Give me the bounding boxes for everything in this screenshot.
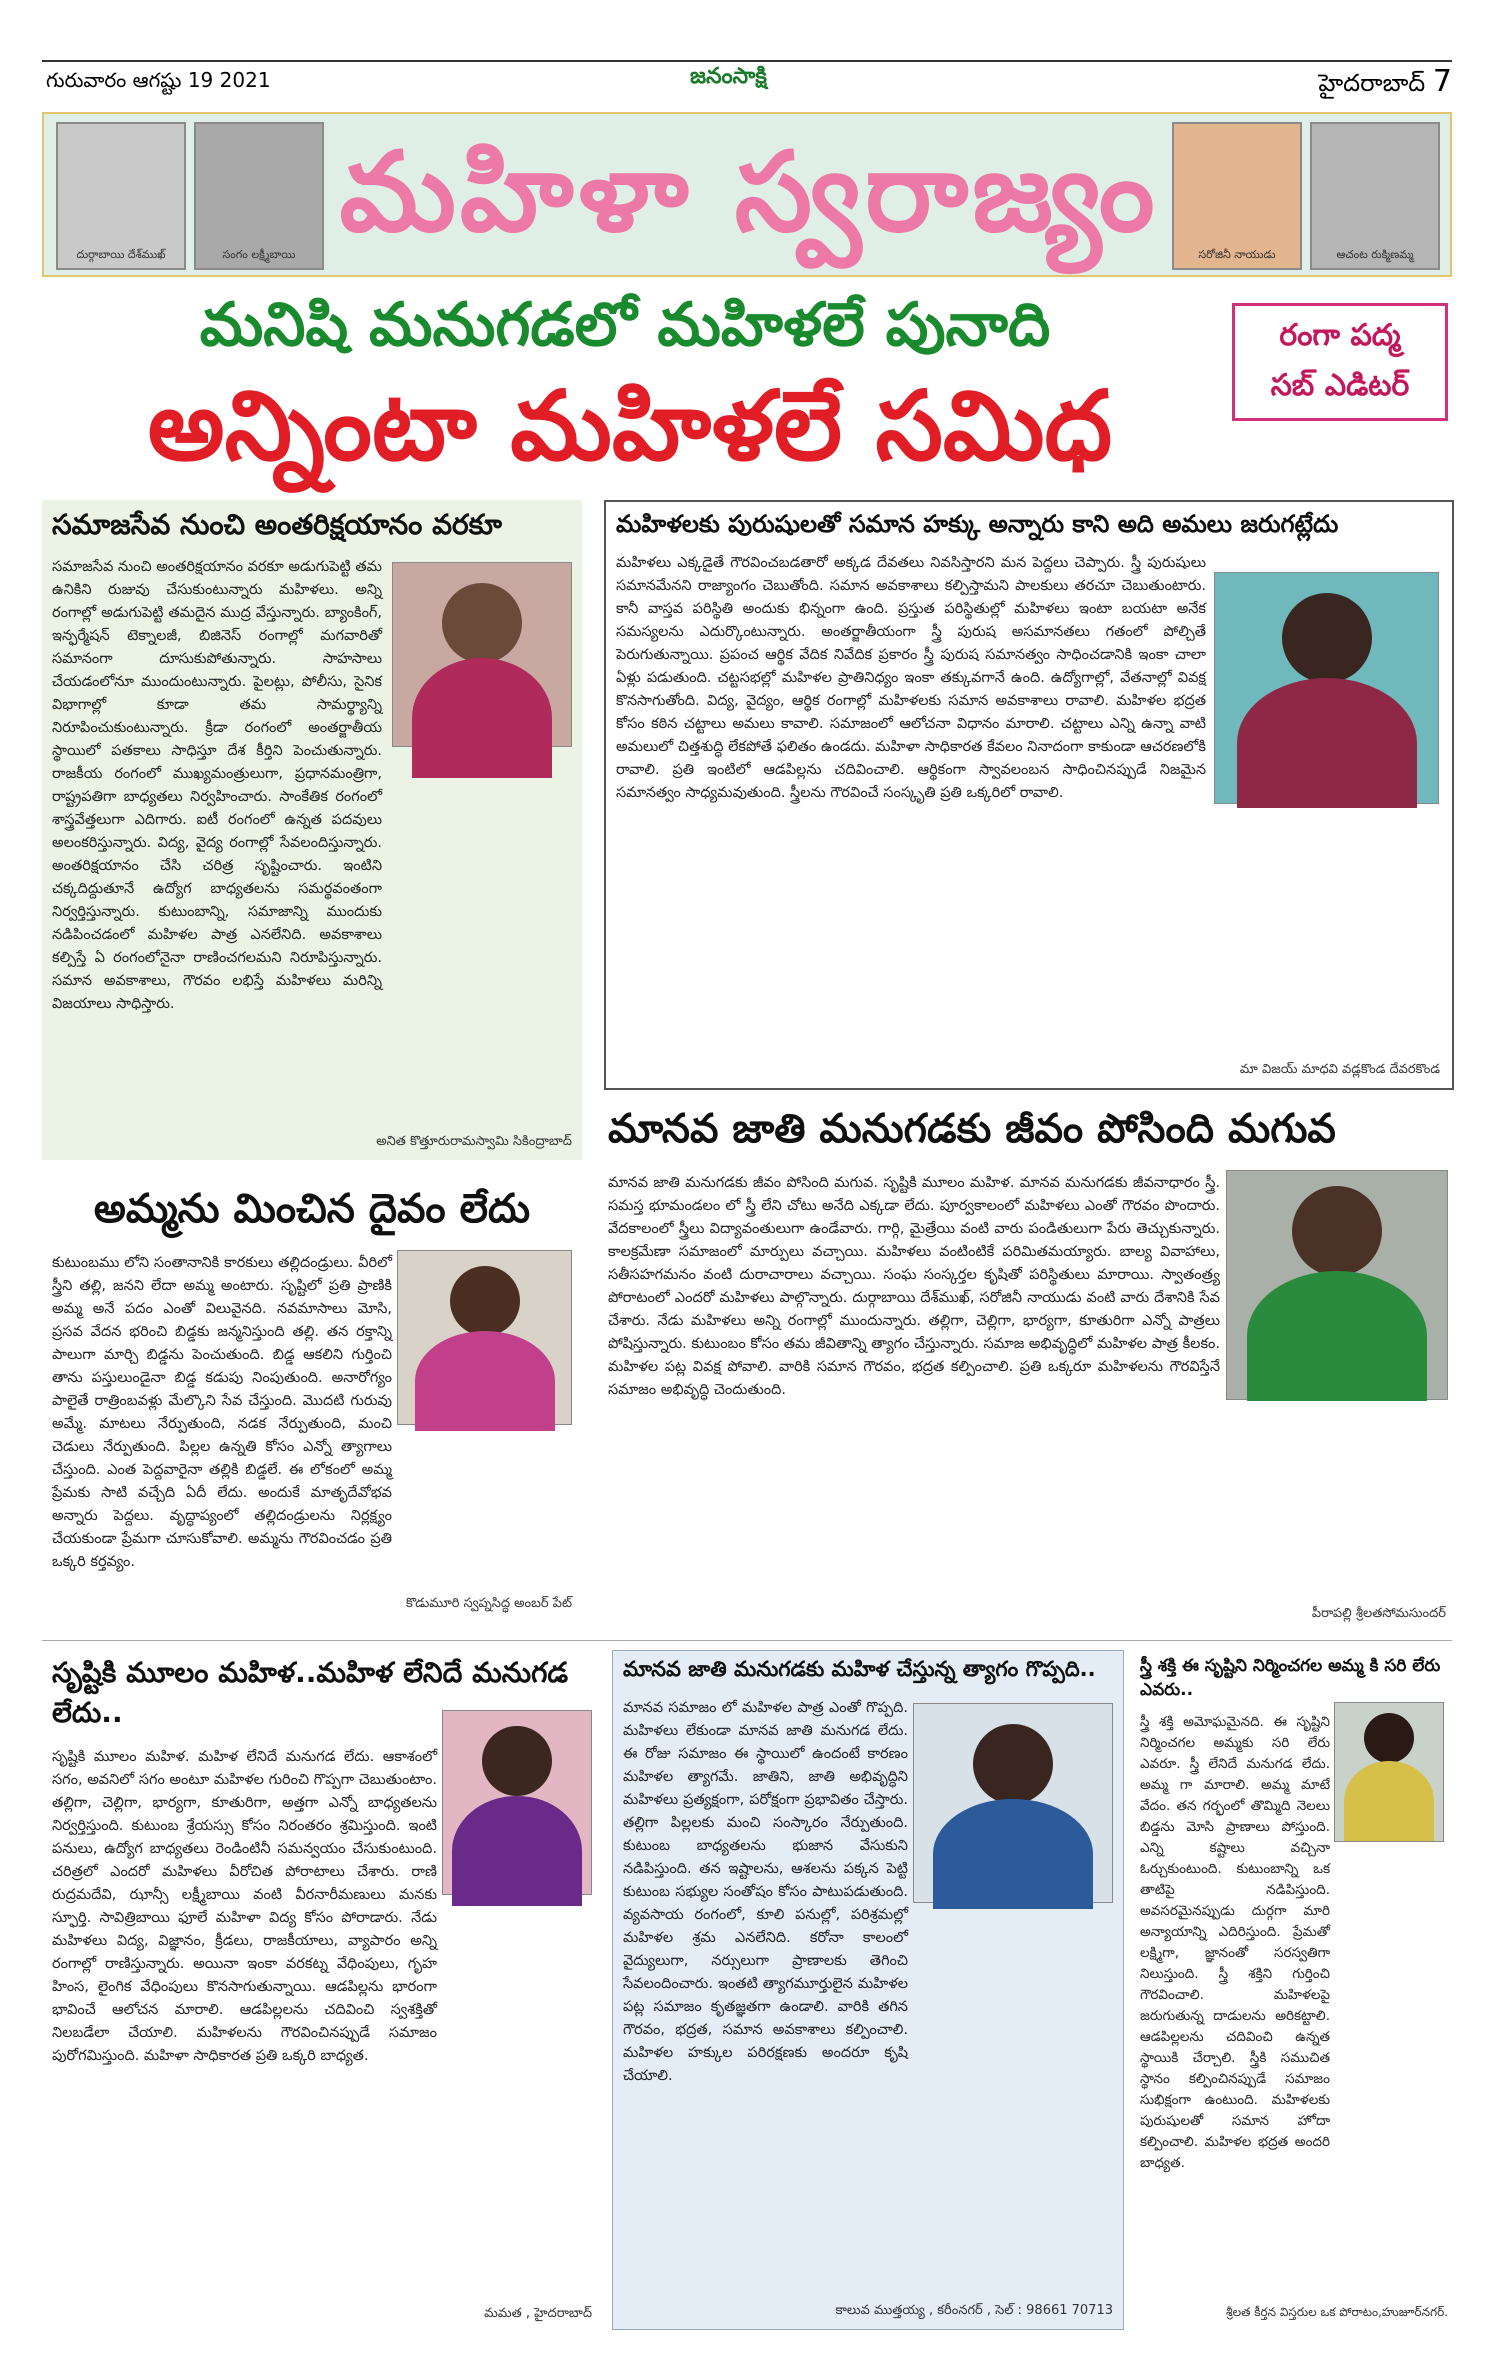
article-body: సమాజసేవ నుంచి అంతరిక్షయానం వరకూ అడుగుపెట్టి తమ ఉనికిని రుజువు చేసుకుంటున్నారు మహిళలు. అన్ని రంగాల్లో అడుగుపెట్టి తమదైన ముద్ర వేస్తున్నారు. బ్యాంకింగ్, ఇన్ఫర్మేషన్ టెక్నాలజీ, బిజినెస్ రంగాల్లో మగవారితో సమానంగా దూసుకుపోతున్నారు. సాహసాలు చేయడంలోనూ ముందుంటున్నారు. పైలట్లు, పోలీసు, సైనిక విభాగాల్లో కూడా తమ సామర్థ్యాన్ని నిరూపించుకుంటున్నారు. క్రీడా రంగంలో అంతర్జాతీయ స్థాయిలో పతకాలు సాధిస్తూ దేశ కీర్తిని పెంచుతున్నారు. రాజకీయ రంగంలో ముఖ్యమంత్రులుగా, ప్రధానమంత్రిగా, రాష్ట్రపతిగా బాధ్యతలు నిర్వహించారు. సాంకేతిక రంగంలో శాస్త్రవేత్తలుగా ఎదిగారు. ఐటీ రంగంలో ఉన్నత పదవులు అలంకరిస్తున్నారు. విద్య, వైద్య రంగాల్లో సేవలందిస్తున్నారు. అంతరిక్షయానం చేసి చరిత్ర సృష్టించారు. ఇంటిని చక్కదిద్దుతూనే ఉద్యోగ బాధ్యతలను సమర్థవంతంగా నిర్వర్తిస్తున్నారు. కుటుంబాన్ని, సమాజాన్ని ముందుకు నడిపించడంలో మహిళల పాత్ర ఎనలేనిది. అవకాశాలు కల్పిస్తే ఏ రంగంలోనైనా రాణించగలమని నిరూపిస్తున్నారు. సమాన అవకాశాలు, గౌరవం లభిస్తే మహిళలు మరిన్ని విజయాలు సాధిస్తారు. (52, 559, 382, 1012)
article-body: మానవ జాతి మనుగడకు జీవం పోసింది మగువ. సృష్టికి మూలం మహిళ. మానవ మనుగడకు జీవనాధారం స్త్రీ. సమస్త భూమండలం లో స్త్రీ లేని చోటు అనేది ఎక్కడా లేదు. పూర్వకాలంలో మహిళలు ఎంతో గౌరవం పొందారు. వేదకాలంలో స్త్రీలు విద్యావంతులుగా ఉండేవారు. గార్గి, మైత్రేయి వంటి వారు పండితులుగా పేరు తెచ్చుకున్నారు. కాలక్రమేణా సమాజంలో మార్పులు వచ్చాయి. మహిళలు వంటింటికే పరిమితమయ్యారు. బాల్య వివాహాలు, సతీసహగమనం వంటి దురాచారాలు వచ్చాయి. సంఘ సంస్కర్తల కృషితో పరిస్థితులు మారాయి. స్వాతంత్ర్య పోరాటంలో ఎందరో మహిళలు పాల్గొన్నారు. దుర్గాబాయి దేశ్‌ముఖ్, సరోజినీ నాయుడు వంటి వారు దేశానికి సేవ చేశారు. నేడు మహిళలు అన్ని రంగాల్లో ముందున్నారు. తల్లిగా, చెల్లిగా, భార్యగా, కూతురిగా ఎన్నో పాత్రలు పోషిస్తున్నారు. కుటుంబం కోసం తమ జీవితాన్ని త్యాగం చేస్తున్నారు. సమాజ అభివృద్ధిలో మహిళల పాత్ర కీలకం. మహిళల పట్ల వివక్ష పోవాలి. వారికి సమాన గౌరవం, భద్రత కల్పించాలి. ప్రతి ఒక్కరూ మహిళలను గౌరవిస్తేనే సమాజం అభివృద్ధి చెందుతుంది. (608, 1175, 1220, 1398)
article-social-service (42, 500, 582, 1160)
issue-date: గురువారం ఆగష్టు 19 2021 (46, 68, 271, 92)
photo-body-shape (452, 1796, 582, 1906)
article-author: మా విజయ్ మాధవి వడ్లకొండ దేవరకొండ (1239, 1062, 1440, 1077)
author-photo (442, 1710, 592, 1895)
portrait-caption: దుర్గాబాయి దేశ్‌ముఖ్ (76, 248, 166, 261)
article-title: మానవ జాతి మనుగడకు జీవం పోసింది మగువ (608, 1106, 1336, 1152)
photo-head-shape (1282, 593, 1372, 683)
article-body: సృష్టికి మూలం మహిళ. మహిళ లేనిదే మనుగడ లేదు. ఆకాశంలో సగం, అవనిలో సగం అంటూ మహిళల గురించి గొప్పగా చెబుతుంటాం. తల్లిగా, చెల్లిగా, భార్యగా, కూతురిగా, అత్తగా ఎన్నో బాధ్యతలను నిర్వర్తిస్తుంది. కుటుంబ శ్రేయస్సు కోసం నిరంతరం శ్రమిస్తుంది. ఇంటి పనులు, ఉద్యోగ బాధ్యతలు రెండింటినీ సమన్వయం చేసుకుంటుంది. చరిత్రలో ఎందరో మహిళలు వీరోచిత పోరాటాలు చేశారు. రాణి రుద్రమదేవి, ఝాన్సీ లక్ష్మీబాయి వంటి వీరనారీమణులు మనకు స్ఫూర్తి. సావిత్రిబాయి ఫూలే మహిళా విద్య కోసం పోరాడారు. నేడు మహిళలు విద్య, విజ్ఞానం, క్రీడలు, రాజకీయాలు, వ్యాపారం అన్ని రంగాల్లో రాణిస్తున్నారు. అయినా ఇంకా వరకట్న వేధింపులు, గృహ హింస, లైంగిక వేధింపులు కొనసాగుతున్నాయి. ఆడపిల్లను భారంగా భావించే ఆలోచన మారాలి. ఆడపిల్లలను చదివించి స్వశక్తితో నిలబడేలా చేయాలి. మహిళలను గౌరవించినప్పుడే సమాజం పురోగమిస్తుంది. మహిళా సాధికారత ప్రతి ఒక్కరి బాధ్యత. (52, 1749, 437, 2064)
byline-name: రంగా పద్మ (1279, 318, 1401, 353)
page-location (1318, 64, 1452, 103)
photo-head-shape (482, 1726, 552, 1796)
article-author: మమత , హైదరాబాద్ (484, 2306, 592, 2321)
photo-body-shape (415, 1331, 555, 1431)
page-number: 7 (1432, 64, 1452, 99)
portrait-2 (194, 122, 324, 270)
newspaper-name: జనంసాక్షి (690, 64, 767, 89)
article-human-survival (604, 1100, 1454, 1630)
photo-head-shape (450, 1266, 520, 1336)
section-divider (42, 1640, 1452, 1641)
photo-body-shape (1344, 1761, 1434, 1841)
article-body: మహిళలు ఎక్కడైతే గౌరవించబడతారో అక్కడ దేవతలు నివసిస్తారని మన పెద్దలు చెప్పారు. స్త్రీ పురుషులు సమానమేనని రాజ్యాంగం చెబుతోంది. సమాన అవకాశాలు కల్పిస్తామని పాలకులు తరచూ చెబుతుంటారు. కానీ వాస్తవ పరిస్థితి అందుకు భిన్నంగా ఉంది. ప్రస్తుత పరిస్థితుల్లో మహిళలు ఇంటా బయటా అనేక సమస్యలను ఎదుర్కొంటున్నారు. అంతర్జాతీయంగా స్త్రీ పురుష అసమానతలు గతంలో పోల్చితే పెరుగుతున్నాయి. ప్రపంచ ఆర్థిక వేదిక నివేదిక ప్రకారం స్త్రీ పురుష సమానత్వం సాధించడానికి ఇంకా చాలా ఏళ్లు పడుతుంది. చట్టసభల్లో మహిళల ప్రాతినిధ్యం ఇంకా తక్కువగానే ఉంది. ఉద్యోగాల్లో, వేతనాల్లో వివక్ష కొనసాగుతోంది. విద్య, వైద్యం, ఆర్థిక రంగాల్లో మహిళలకు సమాన అవకాశాలు రావాలి. మహిళల భద్రత కోసం కఠిన చట్టాలు అమలు కావాలి. సమాజంలో ఆలోచనా విధానం మారాలి. చట్టాలు ఎన్ని ఉన్నా వాటి అమలులో చిత్తశుద్ధి లేకపోతే ఫలితం ఉండదు. మహిళా సాధికారత కేవలం నినాదంగా కాకుండా ఆచరణలోకి రావాలి. ప్రతి ఇంటిలో ఆడపిల్లను చదివించాలి. ఆర్థికంగా స్వావలంబన సాధించినప్పుడే నిజమైన సమానత్వం సాధ్యమవుతుంది. స్త్రీలను గౌరవించే సంస్కృతి ప్రతి ఒక్కరిలో రావాలి. (616, 555, 1206, 801)
article-title: స్త్రీ శక్తి ఈ సృష్టిని నిర్మించగల అమ్మ కి సరి లేరు ఎవరు.. (1140, 1656, 1441, 1700)
article-mother (42, 1180, 582, 1620)
byline-box (1232, 303, 1448, 421)
portrait-1 (56, 122, 186, 270)
photo-body-shape (933, 1799, 1093, 1909)
article-body: కుటుంబము లోని సంతానానికి కారకులు తల్లిదండ్రులు. వీరిలో స్త్రీని తల్లి, జనని లేదా అమ్మ అంటారు. సృష్టిలో ప్రతి ప్రాణికి అమ్మ అనే పదం ఎంతో విలువైనది. నవమాసాలు మోసి, ప్రసవ వేదన భరించి బిడ్డకు జన్మనిస్తుంది తల్లి. తన రక్తాన్ని పాలుగా మార్చి బిడ్డను పెంచుతుంది. బిడ్డ ఆకలిని గుర్తించి తాను పస్తులుండైనా బిడ్డ కడుపు నింపుతుంది. అనారోగ్యం పాలైతే రాత్రింబవళ్లు మేల్కొని సేవ చేస్తుంది. మొదటి గురువు అమ్మే. మాటలు నేర్పుతుంది, నడక నేర్పుతుంది, మంచి చెడులు నేర్పుతుంది. పిల్లల ఉన్నతి కోసం ఎన్నో త్యాగాలు చేస్తుంది. ఎంత పెద్దవారైనా తల్లికి బిడ్డలే. ఈ లోకంలో అమ్మ ప్రేమకు సాటి వచ్చేది ఏదీ లేదు. అందుకే మాతృదేవోభవ అన్నారు పెద్దలు. వృద్ధాప్యంలో తల్లిదండ్రులను నిర్లక్ష్యం చేయకుండా ప్రేమగా చూసుకోవాలి. అమ్మను గౌరవించడం ప్రతి ఒక్కరి కర్తవ్యం. (52, 1255, 392, 1570)
header-rule (42, 60, 1452, 62)
author-photo (913, 1703, 1113, 1903)
author-photo (1334, 1702, 1444, 1842)
author-photo (397, 1250, 572, 1425)
article-body: మానవ సమాజం లో మహిళల పాత్ర ఎంతో గొప్పది. మహిళలు లేకుండా మానవ జాతి మనుగడ లేదు. ఈ రోజు సమాజం ఈ స్థాయిలో ఉందంటే కారణం మహిళల త్యాగమే. జాతిని, జాతి అభివృద్ధిని మహిళలు ప్రత్యక్షంగా, పరోక్షంగా ప్రభావితం చేస్తారు. తల్లిగా పిల్లలకు మంచి సంస్కారం నేర్పుతుంది. కుటుంబ బాధ్యతలను భుజాన వేసుకుని నడిపిస్తుంది. తన ఇష్టాలను, ఆశలను పక్కన పెట్టి కుటుంబ సభ్యుల సంతోషం కోసం పాటుపడుతుంది. వ్యవసాయ రంగంలో, కూలి పనుల్లో, పరిశ్రమల్లో మహిళల శ్రమ ఎనలేనిది. కరోనా కాలంలో వైద్యులుగా, నర్సులుగా ప్రాణాలకు తెగించి సేవలందించారు. ఇంతటి త్యాగమూర్తులైన మహిళల పట్ల సమాజం కృతజ్ఞతగా ఉండాలి. వారికి తగిన గౌరవం, భద్రత, సమాన అవకాశాలు కల్పించాలి. మహిళల హక్కుల పరిరక్షణకు అందరూ కృషి చేయాలి. (623, 1700, 908, 2084)
portrait-caption: ఆచంట రుక్మిణమ్మ (1336, 248, 1414, 261)
photo-head-shape (1292, 1186, 1382, 1276)
author-photo (1214, 572, 1439, 804)
article-title: సమాజసేవ నుంచి అంతరిక్షయానం వరకూ (52, 508, 502, 541)
main-headline-line1: మనిషి మనుగడలో మహిళలే పునాది (199, 290, 1051, 360)
photo-body-shape (412, 658, 552, 778)
photo-head-shape (442, 583, 522, 663)
main-headline-line2: అన్నింటా మహిళలే సమిధ (147, 370, 1113, 482)
article-women-power (1134, 1650, 1454, 2330)
section-banner (42, 112, 1452, 277)
photo-head-shape (973, 1724, 1053, 1804)
article-creation-root (42, 1650, 602, 2330)
article-author: అనిత కొత్తూరురామస్వామి సికింద్రాబాద్ (376, 1134, 572, 1149)
photo-body-shape (1247, 1271, 1427, 1401)
article-title: సృష్టికి మూలం మహిళ..మహిళ లేనిదే మనుగడ లేదు.. (52, 1656, 569, 1729)
author-photo (1226, 1170, 1448, 1400)
photo-body-shape (1237, 678, 1417, 808)
article-author: కాలువ ముత్తయ్య , కరీంనగర్ , సెల్ : 98661 70713 (835, 2303, 1113, 2318)
article-sacrifice (612, 1650, 1124, 2330)
author-photo (392, 562, 572, 747)
banner-title: మహిళా స్వరాజ్యం (339, 127, 1159, 256)
article-author: కొడుమూరి స్వప్నసిద్ధ అంబర్ పేట్ (406, 1596, 572, 1611)
article-author: శ్రీలత కీర్తన విస్తరుల ఒక పోరాటం,హుజూర్‌నగర్. (1226, 2305, 1448, 2319)
article-title: మహిళలకు పురుషులతో సమాన హక్కు అన్నారు కాని అది అమలు జరుగట్లేదు (616, 510, 1339, 538)
portrait-4 (1310, 122, 1440, 270)
photo-head-shape (1364, 1713, 1414, 1763)
article-body: స్త్రీ శక్తి అమోఘమైనది. ఈ సృష్టిని నిర్మించగల అమ్మకు సరి లేరు ఎవరూ. స్త్రీ లేనిదే మనుగడ లేదు. అమ్మ గా మారాలి. అమ్మ మాటే వేదం. తన గర్భంలో తొమ్మిది నెలలు బిడ్డను మోసి ప్రాణాలు పోస్తుంది. ఎన్ని కష్టాలు వచ్చినా ఓర్చుకుంటుంది. కుటుంబాన్ని ఒక తాటిపై నడిపిస్తుంది. అవసరమైనప్పుడు దుర్గగా మారి అన్యాయాన్ని ఎదిరిస్తుంది. ప్రేమతో లక్ష్మిగా, జ్ఞానంతో సరస్వతిగా నిలుస్తుంది. స్త్రీ శక్తిని గుర్తించి గౌరవించాలి. మహిళలపై జరుగుతున్న దాడులను అరికట్టాలి. ఆడపిల్లలను చదివించి ఉన్నత స్థాయికి చేర్చాలి. స్త్రీకి సముచిత స్థానం కల్పించినప్పుడే సమాజం సుభిక్షంగా ఉంటుంది. మహిళలకు పురుషులతో సమాన హోదా కల్పించాలి. మహిళల భద్రత అందరి బాధ్యత. (1140, 1714, 1330, 2171)
article-title: మానవ జాతి మనుగడకు మహిళ చేస్తున్న త్యాగం గొప్పది.. (623, 1657, 1096, 1681)
article-title: అమ్మను మించిన దైవం లేదు (93, 1186, 531, 1232)
portrait-caption: సరోజినీ నాయుడు (1198, 248, 1276, 261)
article-author: పీరాపల్లి శ్రీలతసోమసుందర్ (1311, 1606, 1446, 1621)
article-equal-rights (604, 500, 1454, 1090)
byline-role: సబ్ ఎడిటర్ (1270, 368, 1410, 403)
city-name: హైదరాబాద్ (1318, 69, 1426, 97)
portrait-caption: సంగం లక్ష్మీబాయి (222, 248, 296, 261)
portrait-3 (1172, 122, 1302, 270)
